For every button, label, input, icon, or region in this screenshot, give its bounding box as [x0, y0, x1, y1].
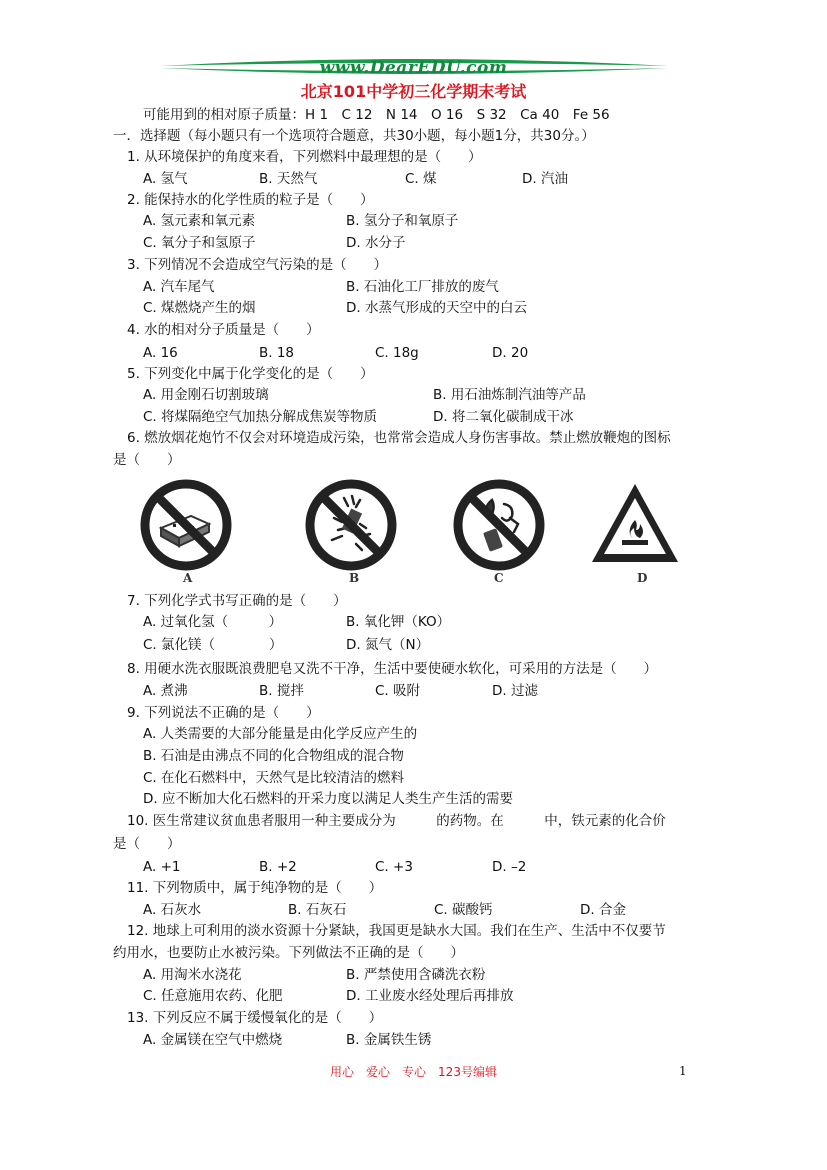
option-d: D. 过滤	[492, 683, 538, 699]
sign-label-d: D	[637, 571, 648, 585]
option-a: A. 氢元素和氧元素	[143, 213, 256, 229]
page-title: 北京101中学初三化学期末考试	[300, 82, 527, 101]
option-c: C. 煤	[405, 171, 437, 187]
question-stem: 4. 水的相对分子质量是（ ）	[127, 322, 320, 338]
option-d: D. 工业废水经处理后再排放	[346, 988, 514, 1004]
sign-images	[0, 478, 827, 588]
option-d: D. 将二氧化碳制成干冰	[433, 409, 574, 425]
option-d: D. 汽油	[522, 171, 568, 187]
question-stem: 6. 燃放烟花炮竹不仅会对环境造成污染，也常常会造成人身伤害事故。禁止燃放鞭炮的图标	[127, 430, 671, 446]
option-a: A. 汽车尾气	[143, 279, 215, 295]
option-d: D. –2	[492, 859, 527, 875]
option-b: B. 搅拌	[259, 683, 304, 699]
sign-label-c: C	[494, 571, 504, 585]
option-a: A. 16	[143, 345, 178, 361]
footer-slogan: 用心 爱心 专心 123号编辑	[330, 1065, 497, 1079]
option-b: B. 石油化工厂排放的废气	[346, 279, 499, 295]
option-a: A. +1	[143, 859, 181, 875]
question-stem: 11. 下列物质中，属于纯净物的是（ ）	[127, 880, 383, 896]
option-d: D. 水蒸气形成的天空中的白云	[346, 300, 527, 316]
site-url: www.DearEDU.com	[319, 58, 508, 78]
option-a: A. 石灰水	[143, 902, 202, 918]
option-a: A. 煮沸	[143, 683, 188, 699]
option-b: B. +2	[259, 859, 297, 875]
option-c: C. 氧分子和氢原子	[143, 235, 256, 251]
option-a: A. 氢气	[143, 171, 188, 187]
page-number: 1	[679, 1064, 687, 1078]
option-a: A. 金属镁在空气中燃烧	[143, 1032, 283, 1048]
question-stem: 10. 医生常建议贫血患者服用一种主要成分为 的药物。在 中，铁元素的化合价	[127, 813, 666, 829]
section-heading: 一．选择题（每小题只有一个选项符合题意，共30小题，每小题1分，共30分。）	[113, 128, 595, 144]
option-b: B. 石灰石	[288, 902, 347, 918]
question-stem: 7. 下列化学式书写正确的是（ ）	[127, 593, 347, 609]
option-d: D. 应不断加大化石燃料的开采力度以满足人类生产生活的需要	[143, 791, 513, 807]
question-stem: 9. 下列说法不正确的是（ ）	[127, 705, 320, 721]
question-stem-cont: 是（ ）	[113, 452, 181, 468]
option-b: B. 石油是由沸点不同的化合物组成的混合物	[143, 748, 404, 764]
atomic-masses: 可能用到的相对原子质量：H 1 C 12 N 14 O 16 S 32 Ca 40 Fe 56	[143, 107, 610, 123]
option-b: B. 严禁使用含磷洗衣粉	[346, 967, 486, 983]
sign-label-b: B	[349, 571, 360, 585]
option-c: C. 将煤隔绝空气加热分解成焦炭等物质	[143, 409, 378, 425]
prohibition-sign-b	[304, 478, 398, 572]
option-c: C. 吸附	[375, 683, 421, 699]
option-b: B. 氧化钾（KO）	[346, 614, 451, 630]
option-b: B. 金属铁生锈	[346, 1032, 432, 1048]
option-c: C. +3	[375, 859, 413, 875]
question-stem-cont: 是（ ）	[113, 836, 181, 852]
option-a: A. 人类需要的大部分能量是由化学反应产生的	[143, 726, 418, 742]
prohibition-sign-c	[452, 478, 546, 572]
option-d: D. 水分子	[346, 235, 406, 251]
option-c: C. 煤燃烧产生的烟	[143, 300, 256, 316]
question-stem-cont: 约用水，也要防止水被污染。下列做法不正确的是（ ）	[113, 945, 464, 961]
option-c: C. 在化石燃料中，天然气是比较清洁的燃料	[143, 770, 405, 786]
question-stem: 5. 下列变化中属于化学变化的是（ ）	[127, 366, 374, 382]
sign-label-a: A	[183, 571, 193, 585]
option-d: D. 氮气（N）	[346, 637, 430, 653]
option-c: C. 碳酸钙	[434, 902, 493, 918]
option-b: B. 氢分子和氧原子	[346, 213, 459, 229]
question-stem: 1. 从环境保护的角度来看，下列燃料中最理想的是（ ）	[127, 149, 482, 165]
question-stem: 2. 能保持水的化学性质的粒子是（ ）	[127, 192, 374, 208]
option-c: C. 任意施用农药、化肥	[143, 988, 283, 1004]
prohibition-sign-a	[139, 478, 233, 572]
option-a: A. 用金刚石切割玻璃	[143, 387, 269, 403]
option-a: A. 用淘米水浇花	[143, 967, 242, 983]
option-d: D. 合金	[580, 902, 626, 918]
option-c: C. 18g	[375, 345, 419, 361]
question-stem: 8. 用硬水洗衣服既浪费肥皂又洗不干净，生活中要使硬水软化，可采用的方法是（ ）	[127, 661, 658, 677]
option-b: B. 18	[259, 345, 295, 361]
option-c: C. 氯化镁（ ）	[143, 637, 283, 653]
option-a: A. 过氧化氢（ ）	[143, 614, 283, 630]
option-b: B. 用石油炼制汽油等产品	[433, 387, 586, 403]
question-stem: 13. 下列反应不属于缓慢氧化的是（ ）	[127, 1010, 383, 1026]
flammable-warning-sign-d	[588, 478, 682, 572]
question-stem: 12. 地球上可利用的淡水资源十分紧缺，我国更是缺水大国。我们在生产、生活中不仅要节	[127, 923, 666, 939]
option-d: D. 20	[492, 345, 529, 361]
option-b: B. 天然气	[259, 171, 318, 187]
question-stem: 3. 下列情况不会造成空气污染的是（ ）	[127, 257, 388, 273]
